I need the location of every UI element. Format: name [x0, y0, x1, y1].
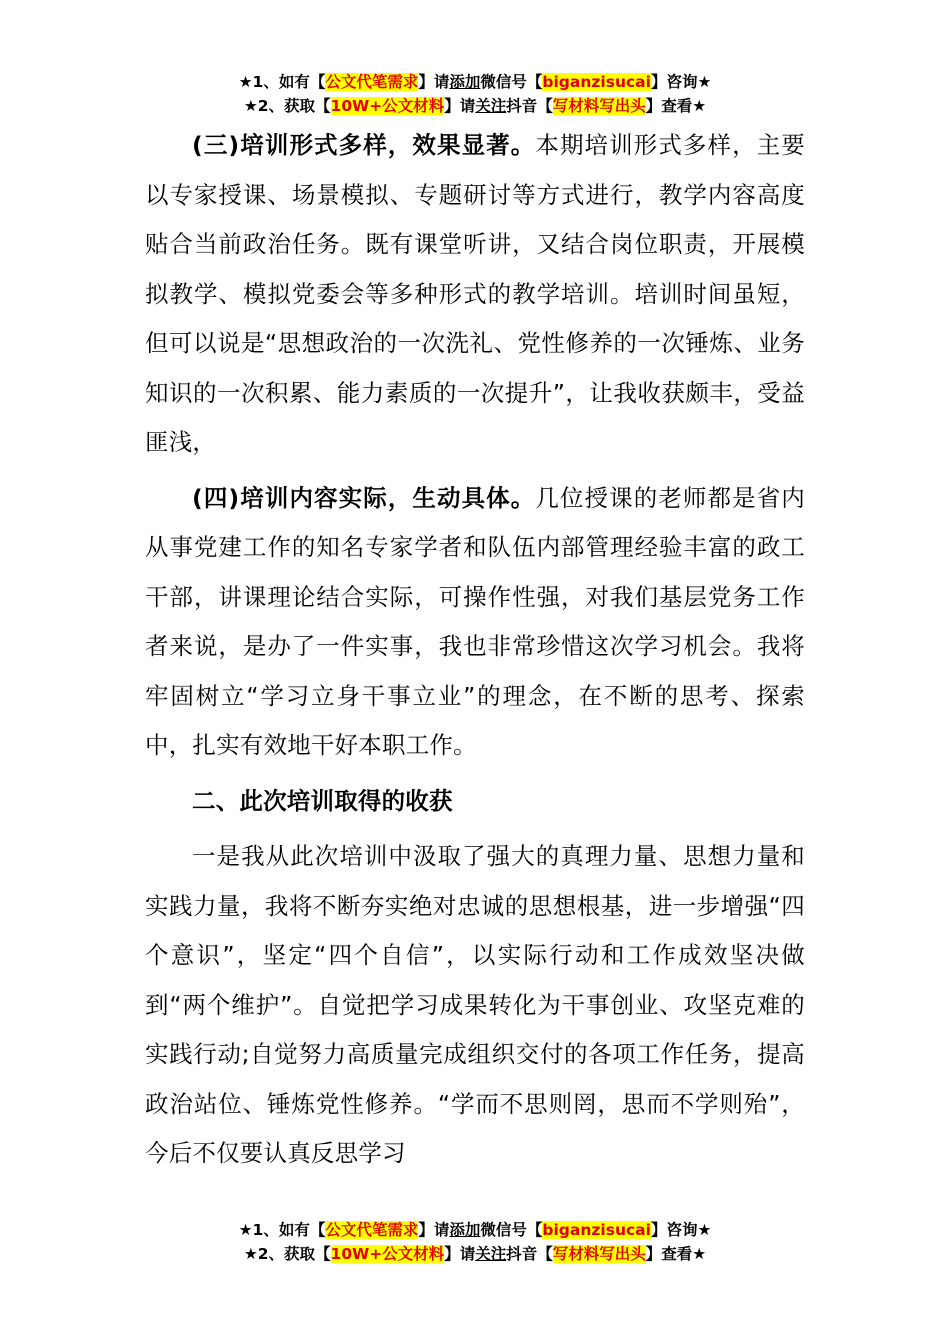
banner-line-1: [0, 1218, 950, 1242]
banner-text: ★2、获取【: [243, 1245, 331, 1263]
banner-line-2: [0, 94, 950, 118]
banner-line-2: [0, 1242, 950, 1266]
banner-text: 】请: [418, 73, 450, 91]
banner-underlined: 添加: [449, 1221, 481, 1239]
banner-highlight: 公文代笔需求: [325, 73, 419, 91]
banner-text: 微信号【: [480, 1221, 543, 1239]
banner-text: 】咨询★: [650, 1221, 712, 1239]
paragraph-training-content: [145, 474, 805, 771]
banner-text: ★1、如有【: [238, 1221, 326, 1239]
section-title: 二、此次培训取得的收获: [192, 786, 453, 815]
banner-text: ★1、如有【: [238, 73, 326, 91]
banner-highlight: 写材料写出头: [552, 97, 646, 115]
banner-underlined: 添加: [449, 73, 481, 91]
document-body: [145, 121, 805, 1185]
banner-text: 】咨询★: [650, 73, 712, 91]
top-banner: [0, 70, 950, 118]
banner-text: 】查看★: [645, 97, 707, 115]
banner-text: 】请: [418, 1221, 450, 1239]
banner-text: 】查看★: [645, 1245, 707, 1263]
banner-underlined: 关注: [475, 97, 507, 115]
paragraph-gains: 一是我从此次培训中汲取了强大的真理力量、思想力量和实践力量，我将不断夯实绝对忠诚的思想根基，进一步增强“四个意识”，坚定“四个自信”，以实际行动和工作成效坚决做到“两个维护”。自觉把学习成果转化为干事创业、攻坚克难的实践行动;自觉努力高质量完成组织交付的各项工作任务，提高政治站位、锤炼党性修养。“学而不思则罔，思而不学则殆”，今后不仅要认真反思学习: [145, 842, 805, 1167]
paragraph-heading: (三)培训形式多样，效果显著。: [192, 131, 536, 159]
banner-text: ★2、获取【: [243, 97, 331, 115]
banner-text: 抖音【: [506, 1245, 553, 1263]
banner-text: 】请: [444, 1245, 476, 1263]
banner-highlight: biganzisucai: [542, 1221, 651, 1239]
banner-highlight: 写材料写出头: [552, 1245, 646, 1263]
paragraph-text: 几位授课的老师都是省内从事党建工作的知名专家学者和队伍内部管理经验丰富的政工干部，讲课理论结合实际，可操作性强，对我们基层党务工作者来说，是办了一件实事，我也非常珍惜这次学习机会。我将牢固树立“学习立身干事立业”的理念，在不断的思考、探索中，扎实有效地干好本职工作。: [145, 483, 805, 759]
banner-highlight: 10W+公文材料: [330, 97, 445, 115]
paragraph-heading: (四)培训内容实际，生动具体。: [192, 483, 536, 512]
paragraph-training-forms: [145, 121, 805, 468]
banner-highlight: 公文代笔需求: [325, 1221, 419, 1239]
paragraph-text: 本期培训形式多样，主要以专家授课、场景模拟、专题研讨等方式进行，教学内容高度贴合当前政治任务。既有课堂听讲，又结合岗位职责，开展模拟教学、模拟党委会等多种形式的教学培训。培训时间虽短，但可以说是“思想政治的一次洗礼、党性修养的一次锤炼、业务知识的一次积累、能力素质的一次提升”，让我收获颇丰，受益匪浅，: [145, 131, 805, 456]
banner-text: 抖音【: [506, 97, 553, 115]
banner-underlined: 关注: [475, 1245, 507, 1263]
banner-line-1: [0, 70, 950, 94]
banner-highlight: 10W+公文材料: [330, 1245, 445, 1263]
bottom-banner: [0, 1218, 950, 1266]
banner-text: 微信号【: [480, 73, 543, 91]
banner-highlight: biganzisucai: [542, 73, 651, 91]
banner-text: 】请: [444, 97, 476, 115]
